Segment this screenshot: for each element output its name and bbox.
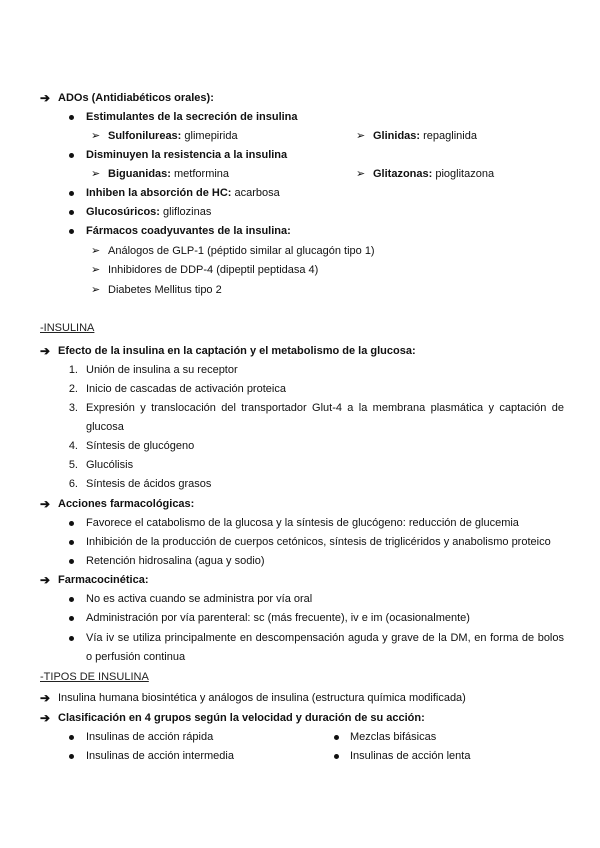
arrow-icon: ➔ xyxy=(40,711,51,725)
bullet-icon xyxy=(69,115,74,120)
bullet-icon xyxy=(69,153,74,158)
arrow-icon: ➔ xyxy=(40,344,51,358)
arrow-icon: ➔ xyxy=(40,91,51,105)
glinidas-item xyxy=(373,130,477,143)
bullet-icon xyxy=(69,636,74,641)
glitazonas-label: Glitazonas: xyxy=(373,168,433,180)
farmacocinetica-item: Administración por vía parenteral: sc (más frecuente), iv e im (ocasionalmente) xyxy=(86,612,470,624)
farmacocinetica-title: Farmacocinética: xyxy=(58,574,149,586)
triangle-arrow-icon: ➢ xyxy=(91,130,101,142)
coadyuvante-item: Diabetes Mellitus tipo 2 xyxy=(108,284,222,296)
efecto-item: Síntesis de glucógeno xyxy=(86,440,195,452)
glucosuricos-item xyxy=(86,206,211,219)
coadyuvantes-label: Fármacos coadyuvantes de la insulina: xyxy=(86,225,291,237)
bullet-icon xyxy=(69,735,74,740)
inhiben-item xyxy=(86,187,280,200)
coadyuvante-item: Análogos de GLP-1 (péptido similar al glucagón tipo 1) xyxy=(108,245,375,257)
list-number: 1. xyxy=(68,364,78,376)
bullet-icon xyxy=(69,521,74,526)
bullet-icon xyxy=(334,754,339,759)
triangle-arrow-icon: ➢ xyxy=(91,264,101,276)
biguanidas-value: metformina xyxy=(174,168,230,180)
efecto-item: Glucólisis xyxy=(86,459,134,471)
triangle-arrow-icon: ➢ xyxy=(91,245,101,257)
efecto-item: Unión de insulina a su receptor xyxy=(86,364,238,376)
glucosuricos-value: gliflozinas xyxy=(163,206,212,218)
biguanidas-item xyxy=(108,168,229,181)
grupo-item: Insulinas de acción lenta xyxy=(350,750,471,762)
bullet-icon xyxy=(334,735,339,740)
efecto-item: Inicio de cascadas de activación proteica xyxy=(86,383,286,395)
efecto-item: Síntesis de ácidos grasos xyxy=(86,478,212,490)
acciones-item: Favorece el catabolismo de la glucosa y la síntesis de glucógeno: reducción de glucemia xyxy=(86,517,519,529)
list-number: 5. xyxy=(68,459,78,471)
bullet-icon xyxy=(69,616,74,621)
grupo-item: Mezclas bifásicas xyxy=(350,731,437,743)
arrow-icon: ➔ xyxy=(40,691,51,705)
efecto-item: Expresión y translocación del transportador Glut-4 a la membrana plasmática y captación de glucosa xyxy=(86,402,564,433)
triangle-arrow-icon: ➢ xyxy=(91,284,101,296)
list-number: 3. xyxy=(68,402,78,414)
acciones-item: Retención hidrosalina (agua y sodio) xyxy=(86,555,265,567)
grupo-item: Insulinas de acción rápida xyxy=(86,731,214,743)
glitazonas-item xyxy=(373,168,494,181)
triangle-arrow-icon: ➢ xyxy=(91,168,101,180)
inhiben-label: Inhiben la absorción de HC: xyxy=(86,187,232,199)
glitazonas-value: pioglitazona xyxy=(435,168,495,180)
bullet-icon xyxy=(69,540,74,545)
efecto-title: Efecto de la insulina en la captación y el metabolismo de la glucosa: xyxy=(58,345,416,357)
bullet-icon xyxy=(69,754,74,759)
acciones-title: Acciones farmacológicas: xyxy=(58,498,195,510)
ados-title: ADOs (Antidiabéticos orales): xyxy=(58,92,214,104)
insulina-humana-item: Insulina humana biosintética y análogos de insulina (estructura química modificada) xyxy=(58,692,466,704)
triangle-arrow-icon: ➢ xyxy=(356,130,366,142)
sulfonilureas-value: glimepirida xyxy=(184,130,238,142)
list-number: 4. xyxy=(68,440,78,452)
coadyuvante-item: Inhibidores de DDP-4 (dipeptil peptidasa 4) xyxy=(108,264,319,276)
biguanidas-label: Biguanidas: xyxy=(108,168,171,180)
farmacocinetica-item: Vía iv se utiliza principalmente en descompensación aguda y grave de la DM, en forma de bolos o perfusión continua xyxy=(86,632,564,663)
arrow-icon: ➔ xyxy=(40,573,51,587)
inhiben-value: acarbosa xyxy=(234,187,280,199)
clasificacion-title: Clasificación en 4 grupos según la velocidad y duración de su acción: xyxy=(58,712,425,724)
glinidas-value: repaglinida xyxy=(423,130,477,142)
triangle-arrow-icon: ➢ xyxy=(356,168,366,180)
bullet-icon xyxy=(69,210,74,215)
list-number: 6. xyxy=(68,478,78,490)
glinidas-label: Glinidas: xyxy=(373,130,421,142)
bullet-icon xyxy=(69,559,74,564)
arrow-icon: ➔ xyxy=(40,497,51,511)
grupo-item: Insulinas de acción intermedia xyxy=(86,750,234,762)
glucosuricos-label: Glucosúricos: xyxy=(86,206,160,218)
bullet-icon xyxy=(69,229,74,234)
list-number: 2. xyxy=(68,383,78,395)
farmacocinetica-item: No es activa cuando se administra por vía oral xyxy=(86,593,313,605)
estimulantes-label: Estimulantes de la secreción de insulina xyxy=(86,111,298,123)
acciones-item: Inhibición de la producción de cuerpos cetónicos, síntesis de triglicéridos y anabolismo proteico xyxy=(86,536,551,548)
disminuyen-label: Disminuyen la resistencia a la insulina xyxy=(86,149,288,161)
bullet-icon xyxy=(69,191,74,196)
sulfonilureas-label: Sulfonilureas: xyxy=(108,130,182,142)
tipos-section-title: -TIPOS DE INSULINA xyxy=(40,671,149,683)
bullet-icon xyxy=(69,597,74,602)
sulfonilureas-item xyxy=(108,130,238,143)
insulina-section-title: -INSULINA xyxy=(40,322,95,334)
